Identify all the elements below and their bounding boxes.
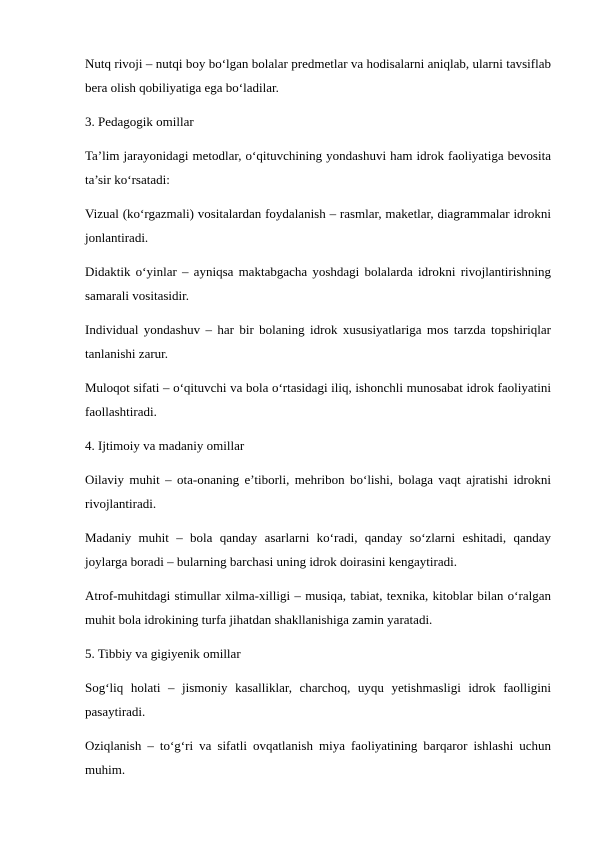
paragraph-visual-aids: Vizual (ko‘rgazmali) vositalardan foydalanish – rasmlar, maketlar, diagrammalar idrokni jonlantiradi. (85, 206, 551, 245)
paragraph-communication-quality: Muloqot sifati – o‘qituvchi va bola o‘rtasidagi iliq, ishonchli munosabat idrok faoliyatini faollashtiradi. (85, 380, 551, 419)
paragraph-nutrition: Oziqlanish – to‘g‘ri va sifatli ovqatlanish miya faoliyatining barqaror ishlashi uchun muhim. (85, 738, 551, 777)
paragraph-family-environment: Oilaviy muhit – ota-onaning e’tiborli, mehribon bo‘lishi, bolaga vaqt ajratishi idrokni rivojlantiradi. (85, 472, 551, 511)
paragraph-individual-approach: Individual yondashuv – har bir bolaning idrok xususiyatlariga mos tarzda topshiriqlar tanlanishi zarur. (85, 322, 551, 361)
paragraph-speech-development: Nutq rivoji – nutqi boy bo‘lgan bolalar predmetlar va hodisalarni aniqlab, ularni tavsiflab bera olish qobiliyatiga ega bo‘ladilar. (85, 56, 551, 95)
paragraph-cultural-environment: Madaniy muhit – bola qanday asarlarni ko‘radi, qanday so‘zlarni eshitadi, qanday joylarga boradi – bularning barchasi uning idrok doirasini kengaytiradi. (85, 530, 551, 569)
document-page (85, 52, 551, 782)
paragraph-didactic-games: Didaktik o‘yinlar – ayniqsa maktabgacha yoshdagi bolalarda idrokni rivojlantirishning samarali vositasidir. (85, 264, 551, 303)
section-heading-medical-hygienic-factors: 5. Tibbiy va gigiyenik omillar (85, 646, 241, 661)
paragraph-environmental-stimuli: Atrof-muhitdagi stimullar xilma-xilligi – musiqa, tabiat, texnika, kitoblar bilan o‘ralgan muhit bola idrokining turfa jihatdan shakllanishiga zamin yaratadi. (85, 588, 551, 627)
section-heading-social-cultural-factors: 4. Ijtimoiy va madaniy omillar (85, 438, 245, 453)
section-heading-pedagogical-factors: 3. Pedagogik omillar (85, 114, 194, 129)
paragraph-health-condition: Sog‘liq holati – jismoniy kasalliklar, charchoq, uyqu yetishmasligi idrok faolligini pasaytiradi. (85, 680, 551, 719)
paragraph-teaching-methods: Ta’lim jarayonidagi metodlar, o‘qituvchining yondashuvi ham idrok faoliyatiga bevosita ta’sir ko‘rsatadi: (85, 148, 551, 187)
